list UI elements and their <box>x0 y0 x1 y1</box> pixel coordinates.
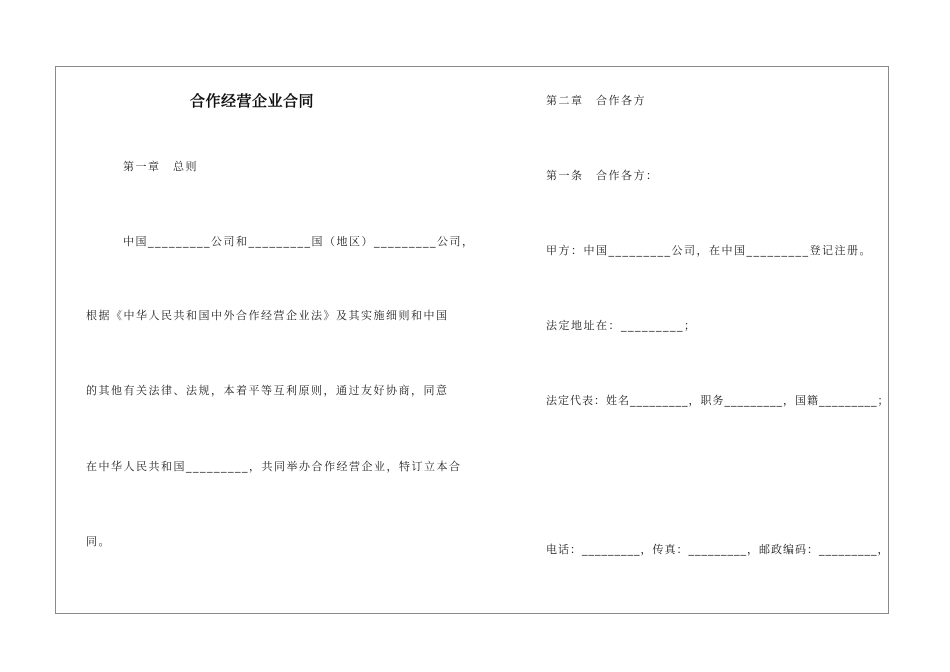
preamble-line-3: 的其他有关法律、法规，本着平等互利原则，通过友好协商，同意 <box>86 384 449 397</box>
document-title: 合作经营企业合同 <box>190 92 315 110</box>
chapter-one-heading: 第一章 总则 <box>123 160 198 173</box>
preamble-line-2: 根据《中华人民共和国中外合作经营企业法》及其实施细则和中国 <box>86 309 449 322</box>
article-one-heading: 第一条 合作各方： <box>546 169 659 182</box>
legal-representative-line: 法定代表：姓名_________，职务_________，国籍_________； <box>546 394 890 407</box>
preamble-line-4: 在中华人民共和国_________，共同举办合作经营企业，特订立本合 <box>86 460 462 473</box>
party-a-line: 甲方：中国_________公司，在中国_________登记注册。 <box>546 244 872 257</box>
contact-line: 电话：_________，传真：_________，邮政编码：_________， <box>546 543 890 556</box>
preamble-line-5: 同。 <box>86 535 111 548</box>
legal-address-line: 法定地址在：_________； <box>546 319 697 332</box>
document-page <box>55 66 889 614</box>
preamble-line-1: 中国_________公司和_________国（地区）_________公司， <box>123 235 475 248</box>
chapter-two-heading: 第二章 合作各方 <box>546 94 646 107</box>
